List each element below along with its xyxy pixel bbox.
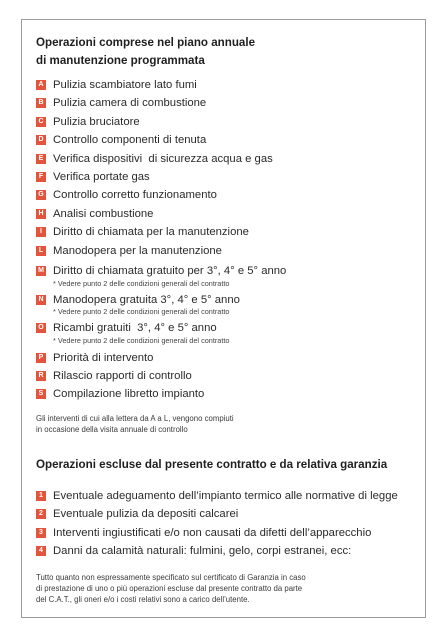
letter-badge: I	[36, 227, 46, 237]
item-text: Interventi ingiustificati e/o non causati da difetti dell’apparecchio	[53, 526, 372, 539]
letter-badge: B	[36, 98, 46, 108]
letter-badge: G	[36, 190, 46, 200]
item-text: Danni da calamità naturali: fulmini, gelo, corpi estranei, ecc:	[53, 545, 352, 557]
item-text-block	[53, 264, 286, 289]
included-operations-list	[36, 76, 419, 404]
item-text: Manodopera per la manutenzione	[53, 244, 222, 257]
letter-badge: P	[36, 353, 46, 363]
list-item	[36, 94, 419, 112]
item-text: Ricambi gratuiti 3°, 4° e 5° anno	[53, 322, 217, 335]
item-footnote: * Vedere punto 2 delle condizioni generali del contratto	[53, 307, 230, 317]
paragraph-line: in occasione della visita annuale di controllo	[36, 424, 188, 434]
list-item	[36, 385, 419, 403]
letter-badge: D	[36, 135, 46, 145]
item-text: Verifica dispositivi di sicurezza acqua e gas	[53, 152, 273, 165]
list-item	[36, 223, 419, 241]
list-item	[36, 150, 419, 168]
list-item	[36, 76, 419, 94]
letter-badge: O	[36, 323, 46, 333]
number-badge: 1	[36, 491, 46, 501]
item-text: Analisi combustione	[53, 207, 154, 220]
item-text: Diritto di chiamata gratuito per 3°, 4° e 5° anno	[53, 265, 287, 278]
paragraph-line: Tutto quanto non espressamente specificato sul certificato di Garanzia in caso	[36, 573, 306, 583]
letter-badge: E	[36, 154, 46, 164]
number-badge: 3	[36, 528, 46, 538]
item-text: Controllo corretto funzionamento	[53, 189, 217, 202]
letter-badge: F	[36, 172, 46, 182]
list-item	[36, 293, 419, 318]
list-item	[36, 524, 419, 542]
item-text: Verifica portate gas	[53, 171, 150, 184]
document-content	[36, 34, 419, 605]
item-footnote: * Vedere punto 2 delle condizioni generali del contratto	[53, 278, 230, 288]
letter-badge: R	[36, 371, 46, 381]
item-text: Pulizia scambiatore lato fumi	[53, 79, 197, 91]
section1-title-line2: di manutenzione programmata	[36, 54, 205, 67]
paragraph-line: del C.A.T., gli oneri e/o i costi relativi sono a carico dell’utente.	[36, 595, 250, 605]
item-text: Compilazione libretto impianto	[53, 388, 205, 401]
item-text: Eventuale pulizia da depositi calcarei	[53, 508, 239, 521]
section2-title: Operazioni escluse dal presente contratto e da relativa garanzia	[36, 457, 388, 471]
letter-badge: N	[36, 295, 46, 305]
list-item	[36, 242, 419, 260]
list-item	[36, 264, 419, 289]
list-item	[36, 505, 419, 523]
list-item	[36, 542, 419, 560]
item-text-block	[53, 293, 240, 318]
item-text: Rilascio rapporti di controllo	[53, 369, 192, 382]
letter-badge: M	[36, 266, 46, 276]
letter-badge: S	[36, 389, 46, 399]
item-text-block	[53, 321, 229, 346]
item-text: Priorità di intervento	[53, 351, 154, 364]
list-item	[36, 113, 419, 131]
letter-badge: A	[36, 80, 46, 90]
paragraph-line: Gli interventi di cui alla lettera da A a L, vengono compiuti	[36, 413, 234, 423]
list-item	[36, 349, 419, 367]
section1-paragraph	[36, 413, 419, 435]
item-text: Pulizia camera di combustione	[53, 97, 207, 110]
list-item	[36, 131, 419, 149]
letter-badge: H	[36, 209, 46, 219]
letter-badge: C	[36, 117, 46, 127]
item-text: Diritto di chiamata per la manutenzione	[53, 226, 249, 239]
excluded-operations-list	[36, 487, 419, 561]
number-badge: 4	[36, 546, 46, 556]
letter-badge: L	[36, 246, 46, 256]
item-text: Eventuale adeguamento dell’impianto termico alle normative di legge	[53, 489, 398, 502]
list-item	[36, 367, 419, 385]
number-badge: 2	[36, 509, 46, 519]
item-text: Manodopera gratuita 3°, 4° e 5° anno	[53, 293, 240, 306]
list-item	[36, 205, 419, 223]
paragraph-line: di prestazione di uno o più operazioni escluse dal presente contratto da parte	[36, 584, 303, 594]
document-panel	[21, 19, 426, 618]
item-text: Pulizia bruciatore	[53, 115, 140, 128]
list-item	[36, 168, 419, 186]
section1-title	[36, 34, 419, 70]
list-item	[36, 321, 419, 346]
section2-paragraph	[36, 572, 419, 605]
list-item	[36, 186, 419, 204]
item-text: Controllo componenti di tenuta	[53, 134, 207, 147]
list-item	[36, 487, 419, 505]
section1-title-line1: Operazioni comprese nel piano annuale	[36, 36, 256, 49]
item-footnote: * Vedere punto 2 delle condizioni generali del contratto	[53, 335, 230, 345]
